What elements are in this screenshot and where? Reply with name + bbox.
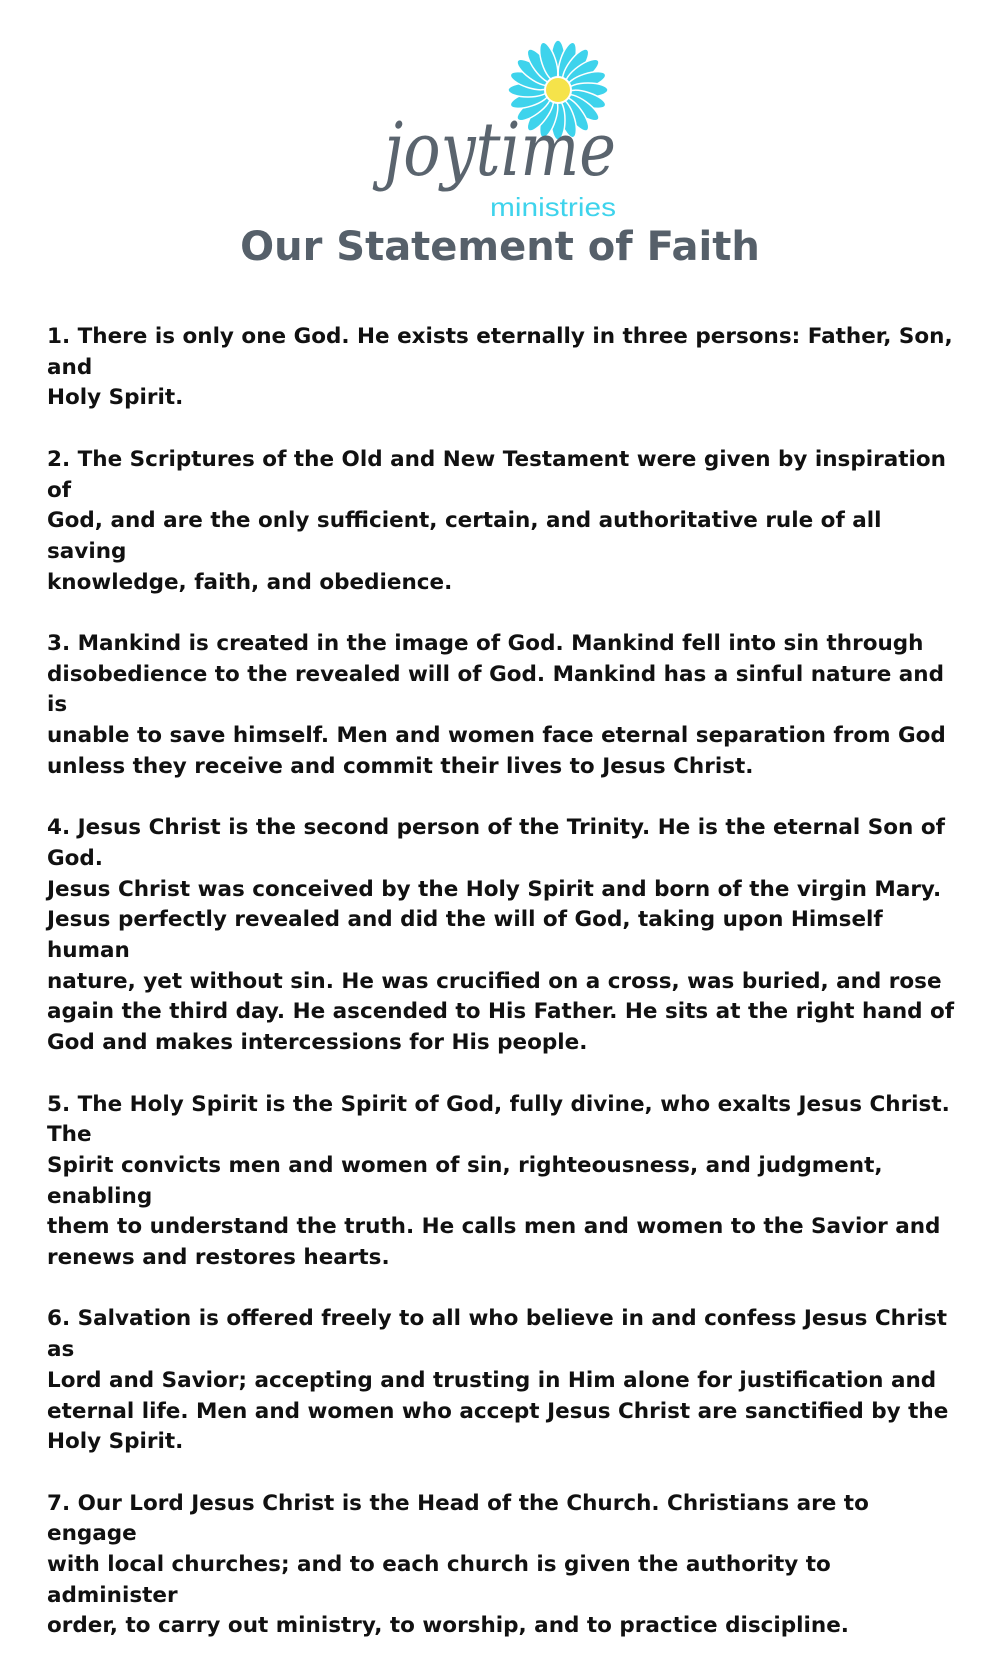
statement-item: 7. Our Lord Jesus Christ is the Head of the Church. Christians are to engage with local churches; and to each church is given the authority to administer order, to carry out ministry, to worship, and to practice discipline. [47, 1490, 869, 1639]
statement-item: 1. There is only one God. He exists eternally in three persons: Father, Son, and Holy Spirit. [47, 324, 953, 411]
statement-item: 5. The Holy Spirit is the Spirit of God, fully divine, who exalts Jesus Christ. The Spirit convicts men and women of sin, righteousness, and judgment, enabling them to understand the truth. He calls men and women to the Savior and renews and restores hearts. [47, 1091, 950, 1271]
flower-center [545, 77, 571, 103]
logo-graphic [372, 30, 630, 225]
statement-item: 6. Salvation is offered freely to all who believe in and confess Jesus Christ as Lord and Savior; accepting and trusting in Him alone for justification and eternal life. Men and women who accept Jesus Christ are sanctified by the Holy Spirit. [47, 1306, 949, 1455]
statement-item: 4. Jesus Christ is the second person of the Trinity. He is the eternal Son of God. Jesus Christ was conceived by the Holy Spirit and born of the virgin Mary. Jesus perfectly revealed and did the will of God, taking upon Himself human nature, yet without sin. He was crucified on a cross, was buried, and rose again the third day. He ascended to His Father. He sits at the right hand of God and makes intercessions for His people. [47, 815, 955, 1056]
statements-list [47, 322, 962, 1673]
logo-subtitle: ministries [490, 192, 616, 222]
statement-item: 3. Mankind is created in the image of God. Mankind fell into sin through disobedience to the revealed will of God. Mankind has a sinful nature and is unable to save himself. Men and women face eternal separation from God unless they receive and commit their lives to Jesus Christ. [47, 631, 946, 779]
joytime-ministries-logo [372, 30, 630, 225]
statement-item: 2. The Scriptures of the Old and New Testament were given by inspiration of God, and are the only sufficient, certain, and authoritative rule of all saving knowledge, faith, and obedience. [47, 446, 946, 595]
page-title: Our Statement of Faith [240, 224, 760, 270]
logo-wordmark: joytime [372, 107, 616, 193]
